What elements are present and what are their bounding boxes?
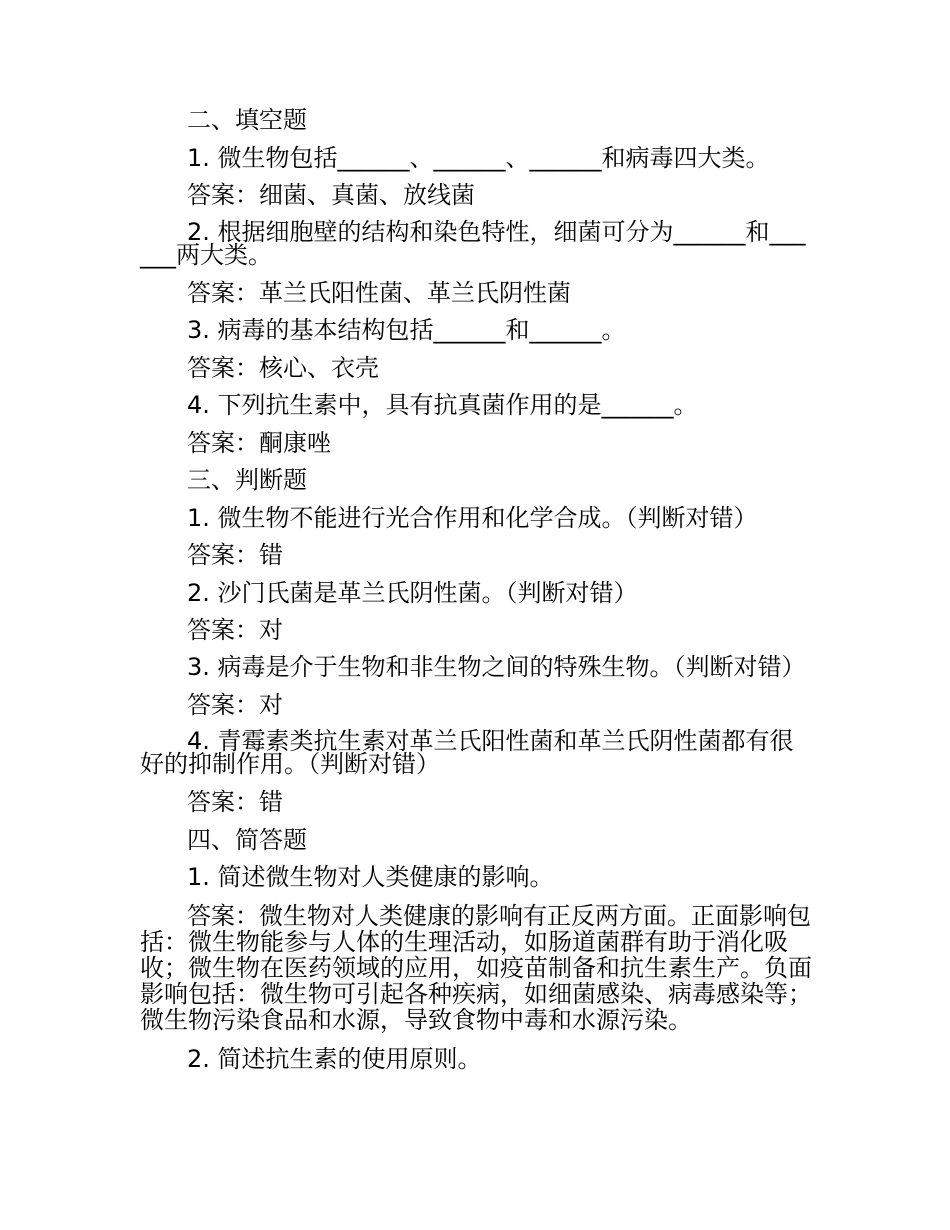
answer-text: 答案：核心、衣壳 xyxy=(187,353,379,382)
section-heading-fill-in: 二、填空题 xyxy=(187,106,307,134)
answer-text: 答案：错 xyxy=(187,541,283,569)
answer-text: 答案：细菌、真菌、放线菌 xyxy=(187,181,475,209)
question-text: 2. 沙门氏菌是革兰氏阴性菌。（判断对错） xyxy=(187,578,638,607)
answer-text: 答案：错 xyxy=(187,788,283,816)
question-text: 1. 简述微生物对人类健康的影响。 xyxy=(187,863,554,891)
answer-text: 答案：革兰氏阳性菌、革兰氏阴性菌 xyxy=(187,278,571,307)
question-text: 4. 下列抗生素中，具有抗真菌作用的是______。 xyxy=(187,391,698,419)
question-text: 2. 根据细胞壁的结构和染色特性，细菌可分为______和______两大类。 xyxy=(140,217,806,269)
question-text: 1. 微生物包括______、______、______和病毒四大类。 xyxy=(187,143,770,172)
section-heading-short-answer: 四、简答题 xyxy=(187,825,307,854)
answer-text: 答案：对 xyxy=(187,690,283,719)
answer-text: 答案：微生物对人类健康的影响有正反两方面。正面影响包括：微生物能参与人体的生理活动，如肠道菌群有助于消化吸收；微生物在医药领域的应用，如疫苗制备和抗生素生产。负面影响包括：微生物可引起各种疾病，如细菌感染、病毒感染等；微生物污染食品和水源，导致食物中毒和水源污染。 xyxy=(140,901,812,1034)
question-text: 2. 简述抗生素的使用原则。 xyxy=(187,1044,482,1073)
question-text: 3. 病毒的基本结构包括______和______。 xyxy=(187,316,626,344)
question-text: 1. 微生物不能进行光合作用和化学合成。（判断对错） xyxy=(187,503,758,532)
document-body xyxy=(140,102,812,1078)
section-heading-true-false: 三、判断题 xyxy=(187,466,307,494)
question-text: 4. 青霉素类抗生素对革兰氏阳性菌和革兰氏阴性菌都有很好的抑制作用。（判断对错） xyxy=(140,727,794,778)
question-text: 3. 病毒是介于生物和非生物之间的特殊生物。（判断对错） xyxy=(187,652,806,681)
answer-text: 答案：酮康唑 xyxy=(187,428,331,457)
answer-text: 答案：对 xyxy=(187,616,283,644)
